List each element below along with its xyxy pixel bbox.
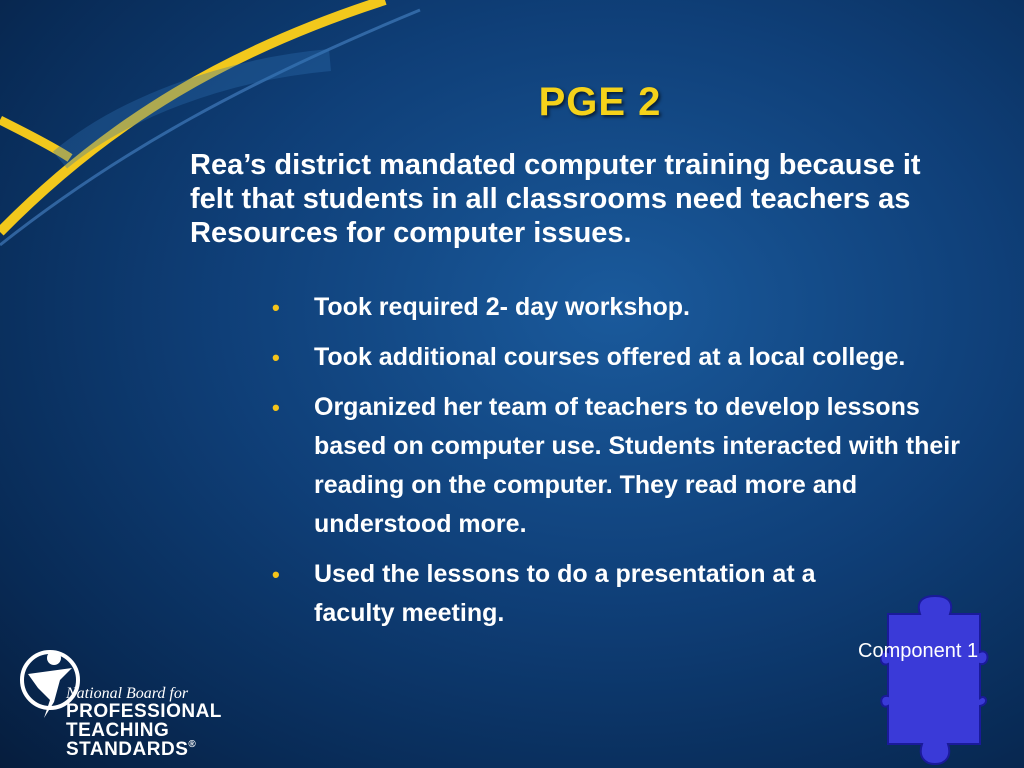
logo-text — [66, 686, 222, 759]
bullet-text: Took additional courses offered at a local college. — [314, 343, 906, 371]
logo-line-4-text: STANDARDS — [66, 739, 189, 760]
bullet-icon: • — [272, 562, 280, 587]
list-item — [272, 288, 962, 327]
puzzle-piece-icon — [880, 594, 990, 766]
list-item — [272, 388, 962, 544]
list-item — [272, 555, 874, 633]
intro-paragraph: Rea’s district mandated computer training because it felt that students in all classrooms need teachers as Resources for computer issues. — [190, 149, 921, 249]
logo-line-2: PROFESSIONAL — [66, 701, 222, 722]
bullet-text: Organized her team of teachers to develop lessons based on computer use. Students interacted with their reading on the computer. They read more and understood more. — [314, 393, 960, 538]
logo-line-3: TEACHING — [66, 720, 170, 741]
slide-title: PGE 2 — [538, 80, 662, 124]
component-label: Component 1 — [858, 640, 979, 662]
logo-line-1: National Board for — [66, 685, 189, 702]
bullet-list — [272, 288, 962, 644]
bullet-icon: • — [272, 345, 280, 370]
bullet-icon: • — [272, 295, 280, 320]
logo-line-4 — [66, 740, 222, 759]
bullet-icon: • — [272, 395, 280, 420]
registered-mark: ® — [188, 739, 197, 750]
list-item — [272, 338, 962, 377]
bullet-text: Used the lessons to do a presentation at a faculty meeting. — [314, 560, 816, 627]
bullet-text: Took required 2- day workshop. — [314, 293, 690, 321]
